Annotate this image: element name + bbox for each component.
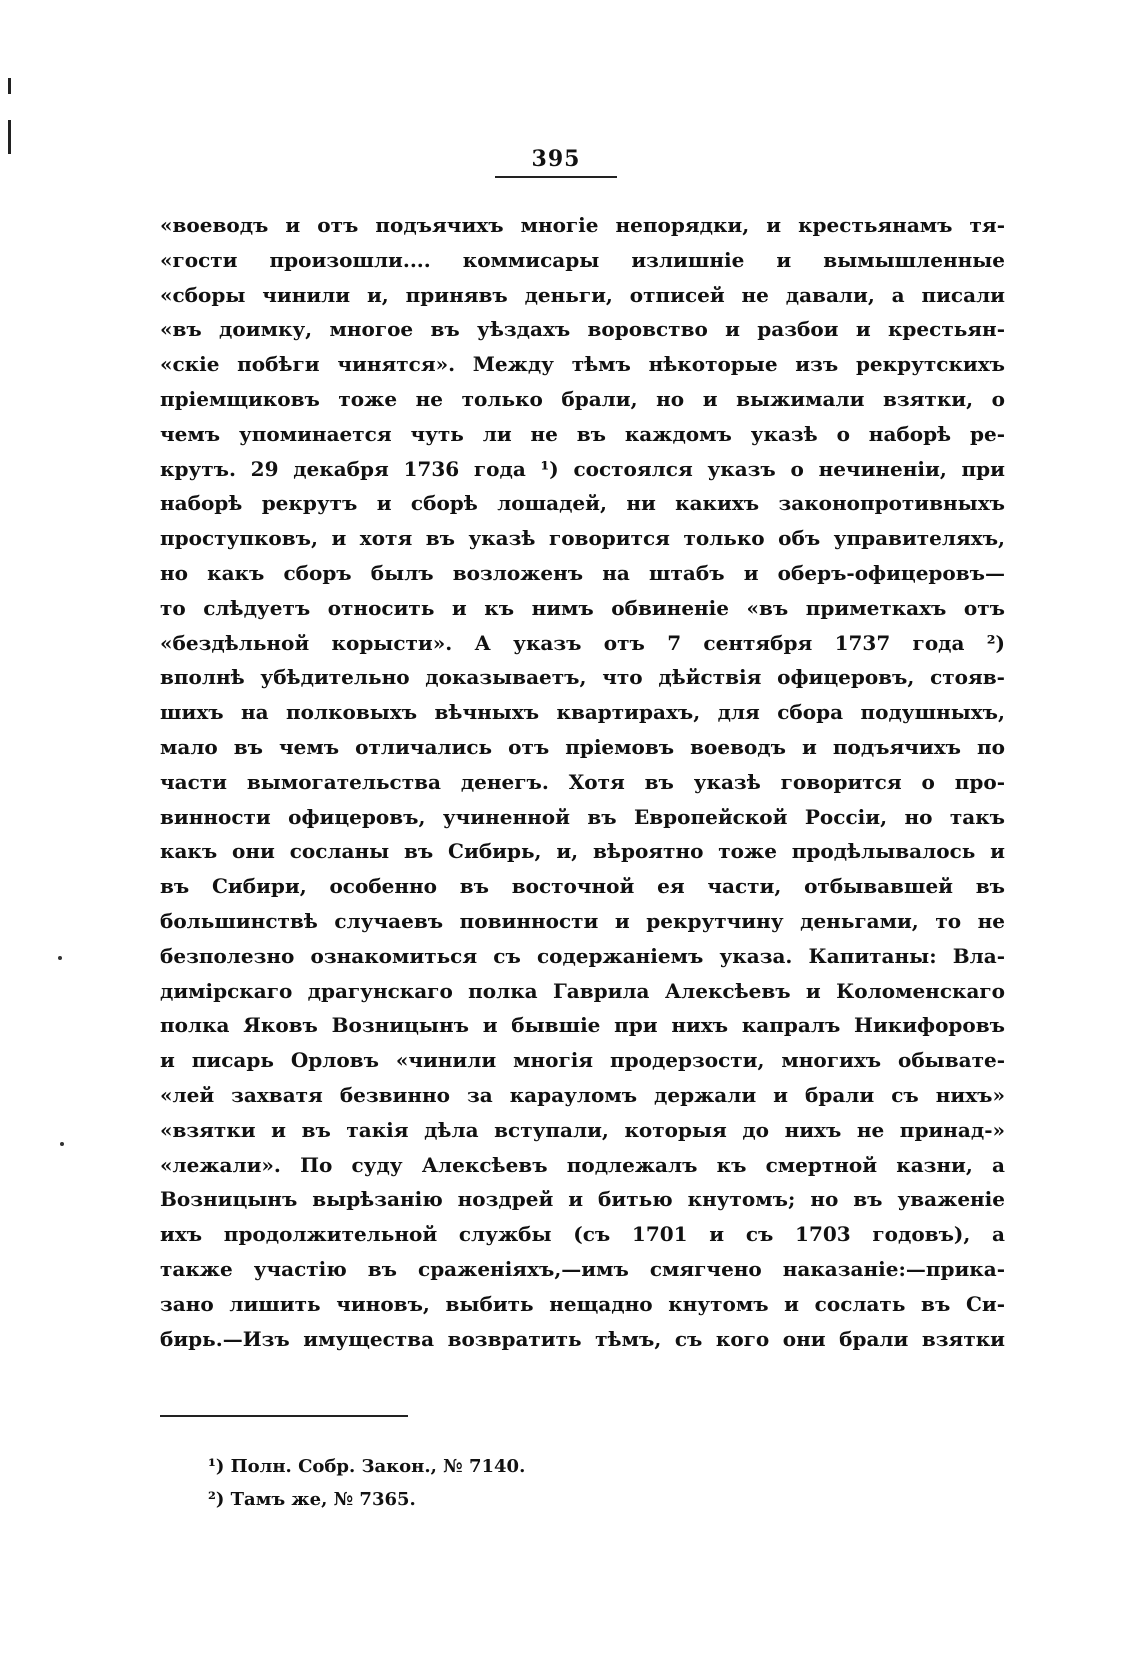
scan-edge-mark [8, 120, 11, 154]
text-line: части вымогательства денегъ. Хотя въ указѣ говорится о про- [160, 769, 1005, 794]
text-line: наборѣ рекрутъ и сборѣ лошадей, ни какихъ законопротивныхъ [160, 491, 1005, 516]
text-line: какъ они сосланы въ Сибирь, и, вѣроятно тоже продѣлывалось и [160, 839, 1005, 864]
text-line: чемъ упоминается чуть ли не въ каждомъ указѣ о наборѣ ре- [160, 421, 1005, 446]
footnote-rule [160, 1415, 408, 1417]
text-line: «лежали». По суду Алексѣевъ подлежалъ къ смертной казни, а [160, 1152, 1005, 1177]
text-line: и писарь Орловъ «чинили многія продерзости, многихъ обывате- [160, 1048, 1005, 1073]
text-line: крутъ. 29 декабря 1736 года ¹) состоялся указъ о нечиненіи, при [160, 456, 1005, 481]
text-line: ихъ продолжительной службы (съ 1701 и съ 1703 годовъ), а [160, 1222, 1005, 1247]
text-line: бирь.—Изъ имущества возвратить тѣмъ, съ кого они брали взятки [160, 1326, 1005, 1351]
page-header [495, 146, 617, 180]
text-line: большинствѣ случаевъ повинности и рекрутчину деньгами, то не [160, 908, 1005, 933]
text-line: шихъ на полковыхъ вѣчныхъ квартирахъ, для сбора подушныхъ, [160, 700, 1005, 725]
scan-speck [60, 1142, 64, 1146]
text-line: то слѣдуетъ относить и къ нимъ обвиненіе «въ приметкахъ отъ [160, 595, 1005, 620]
text-line: безполезно ознакомиться съ содержаніемъ указа. Капитаны: Вла- [160, 943, 1005, 968]
text-line: Возницынъ вырѣзанію ноздрей и битью кнутомъ; но въ уваженіе [160, 1187, 1005, 1212]
text-line: «гости произошли.... коммисары излишніе и вымышленные [160, 247, 1005, 272]
text-line: «лей захватя безвинно за карауломъ держали и брали съ нихъ» [160, 1082, 1005, 1107]
text-line: «воеводъ и отъ подъячихъ многіе непорядки, и крестьянамъ тя- [160, 213, 1005, 237]
text-line: пріемщиковъ тоже не только брали, но и выжимали взятки, о [160, 386, 1005, 411]
text-line: въ Сибири, особенно въ восточной ея части, отбывавшей въ [160, 874, 1005, 899]
text-line: полка Яковъ Возницынъ и бывшіе при нихъ капралъ Никифоровъ [160, 1013, 1005, 1038]
footnotes [208, 1450, 708, 1516]
text-line: также участію въ сраженіяхъ,—имъ смягчено наказаніе:—прика- [160, 1256, 1005, 1281]
text-line: «скіе побѣги чинятся». Между тѣмъ нѣкоторые изъ рекрутскихъ [160, 352, 1005, 377]
text-line: димірскаго драгунскаго полка Гаврила Алексѣевъ и Коломенскаго [160, 978, 1005, 1003]
footnote-2: ²) Тамъ же, № 7365. [208, 1489, 416, 1510]
text-line: зано лишить чиновъ, выбить нещадно кнутомъ и сослать въ Си- [160, 1291, 1005, 1316]
text-line: «бездѣльной корысти». А указъ отъ 7 сентября 1737 года ²) [160, 630, 1005, 655]
page-number: 395 [531, 146, 581, 172]
header-rule [495, 176, 617, 178]
scan-speck [58, 956, 62, 960]
text-line: «взятки и въ такія дѣла вступали, которыя до нихъ не принад-» [160, 1117, 1005, 1142]
text-line: вполнѣ убѣдительно доказываетъ, что дѣйствія офицеровъ, стояв- [160, 665, 1005, 690]
main-text [160, 208, 1005, 1356]
text-line: мало въ чемъ отличались отъ пріемовъ воеводъ и подъячихъ по [160, 734, 1005, 759]
text-line: «въ доимку, многое въ уѣздахъ воровство и разбои и крестьян- [160, 317, 1005, 342]
text-line: проступковъ, и хотя въ указѣ говорится только объ управителяхъ, [160, 526, 1005, 551]
text-line: винности офицеровъ, учиненной въ Европейской Россіи, но такъ [160, 804, 1005, 829]
text-line: «сборы чинили и, принявъ деньги, отписей не давали, а писали [160, 282, 1005, 307]
text-line: но какъ сборъ былъ возложенъ на штабъ и оберъ-офицеровъ— [160, 560, 1005, 585]
scan-edge-mark [8, 78, 11, 94]
footnote-1: ¹) Полн. Собр. Закон., № 7140. [208, 1456, 526, 1477]
